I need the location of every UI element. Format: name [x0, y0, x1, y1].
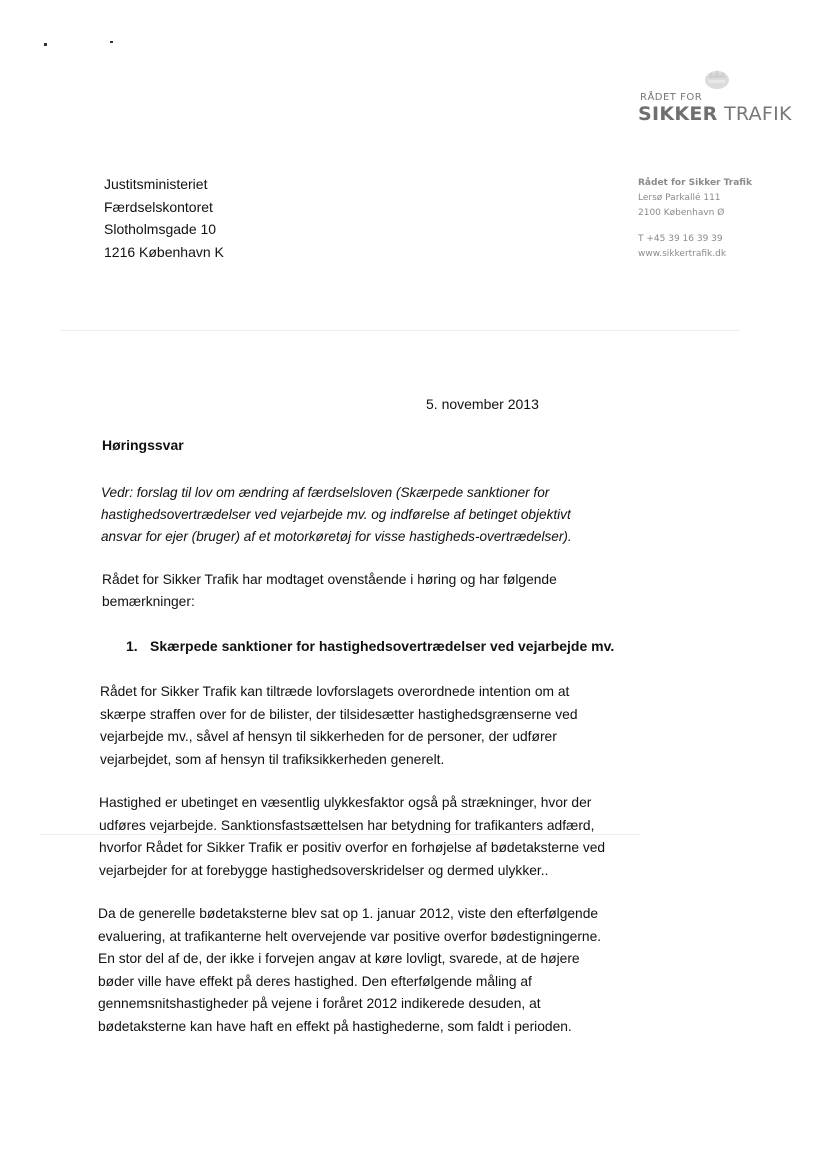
sender-street: Lersø Parkallé 111	[638, 193, 721, 203]
sender-phone: T +45 39 16 39 39	[638, 234, 723, 244]
paragraph-line: vejarbejder for at forebygge hastighedsoverskridelser og dermed ulykker..	[99, 862, 549, 878]
scan-line	[60, 330, 740, 331]
regarding-line: ansvar for ejer (bruger) af et motorkøretøj for visse hastigheds-overtrædelser).	[101, 529, 572, 544]
section-title: Skærpede sanktioner for hastighedsovertrædelser ved vejarbejde mv.	[150, 638, 615, 654]
recipient-line: Justitsministeriet	[104, 176, 208, 192]
paragraph-line: bemærkninger:	[102, 594, 195, 609]
scan-speck	[110, 41, 113, 43]
sender-web: www.sikkertrafik.dk	[638, 249, 727, 259]
section-number: 1.	[126, 638, 138, 654]
paragraph-line: bøder ville have effekt på deres hastighed. Den efterfølgende måling af	[98, 973, 532, 989]
regarding-line: Vedr: forslag til lov om ændring af færdselsloven (Skærpede sanktioner for	[101, 485, 550, 500]
paragraph-line: udføres vejarbejde. Sanktionsfastsættelsen har betydning for trafikanters adfærd,	[99, 817, 595, 833]
recipient-line: Slotholmsgade 10	[104, 221, 217, 237]
recipient-line: 1216 København K	[104, 243, 224, 260]
body-paragraph	[98, 903, 601, 1039]
logo-line2-bold: SIKKER	[638, 103, 718, 125]
scan-speck	[44, 43, 47, 46]
sender-name: Rådet for Sikker Trafik	[638, 178, 752, 188]
paragraph-line: hvorfor Rådet for Sikker Trafik er positiv overfor en forhøjelse af bødetaksterne ved	[99, 840, 606, 856]
paragraph-line: vejarbejde mv., såvel af hensyn til sikkerheden for de personer, der udfører	[100, 729, 557, 745]
paragraph-line: Rådet for Sikker Trafik kan tiltræde lovforslagets overordnede intention om at	[100, 684, 570, 699]
regarding-line: hastighedsovertrædelser ved vejarbejde mv. og indførelse af betinget objektivt	[101, 507, 571, 522]
letter-subject: Høringssvar	[102, 437, 184, 453]
regarding-text	[101, 482, 621, 548]
paragraph-line: bødetaksterne kan have haft en effekt på hastighederne, som faldt i perioden.	[98, 1018, 572, 1034]
intro-paragraph	[102, 569, 557, 613]
body-paragraph	[99, 792, 605, 882]
paragraph-line: Rådet for Sikker Trafik har modtaget ovenstående i høring og har følgende	[102, 572, 557, 587]
paragraph-line: skærpe straffen over for de bilister, der tilsidesætter hastighedsgrænserne ved	[100, 706, 578, 722]
paragraph-line: vejarbejdet, som af hensyn til trafiksikkerheden generelt.	[100, 751, 445, 767]
paragraph-line: gennemsnitshastigheder på vejene i foråret 2012 indikerede desuden, at	[98, 996, 541, 1012]
recipient-line: Færdselskontoret	[104, 198, 213, 215]
sender-city: 2100 København Ø	[638, 208, 725, 218]
paragraph-line: evaluering, at trafikanterne helt overvejende var positive overfor bødestigningerne.	[98, 928, 602, 944]
body-paragraph	[100, 681, 578, 771]
section-heading	[126, 638, 614, 654]
letter-date: 5. november 2013	[426, 396, 539, 412]
logo-wordmark	[638, 103, 792, 125]
paragraph-line: En stor del af de, der ikke i forvejen angav at køre lovligt, svarede, at de højere	[98, 951, 580, 967]
logo-line2-light: TRAFIK	[723, 103, 792, 125]
paragraph-line: Da de generelle bødetaksterne blev sat op 1. januar 2012, viste den efterfølgende	[98, 906, 599, 921]
recipient-address	[104, 173, 224, 263]
paragraph-line: Hastighed er ubetinget en væsentlig ulykkesfaktor også på strækninger, hvor der	[99, 795, 592, 810]
logo-line1: RÅDET FOR	[640, 92, 703, 103]
sender-address	[638, 176, 752, 262]
crown-icon	[703, 66, 731, 95]
